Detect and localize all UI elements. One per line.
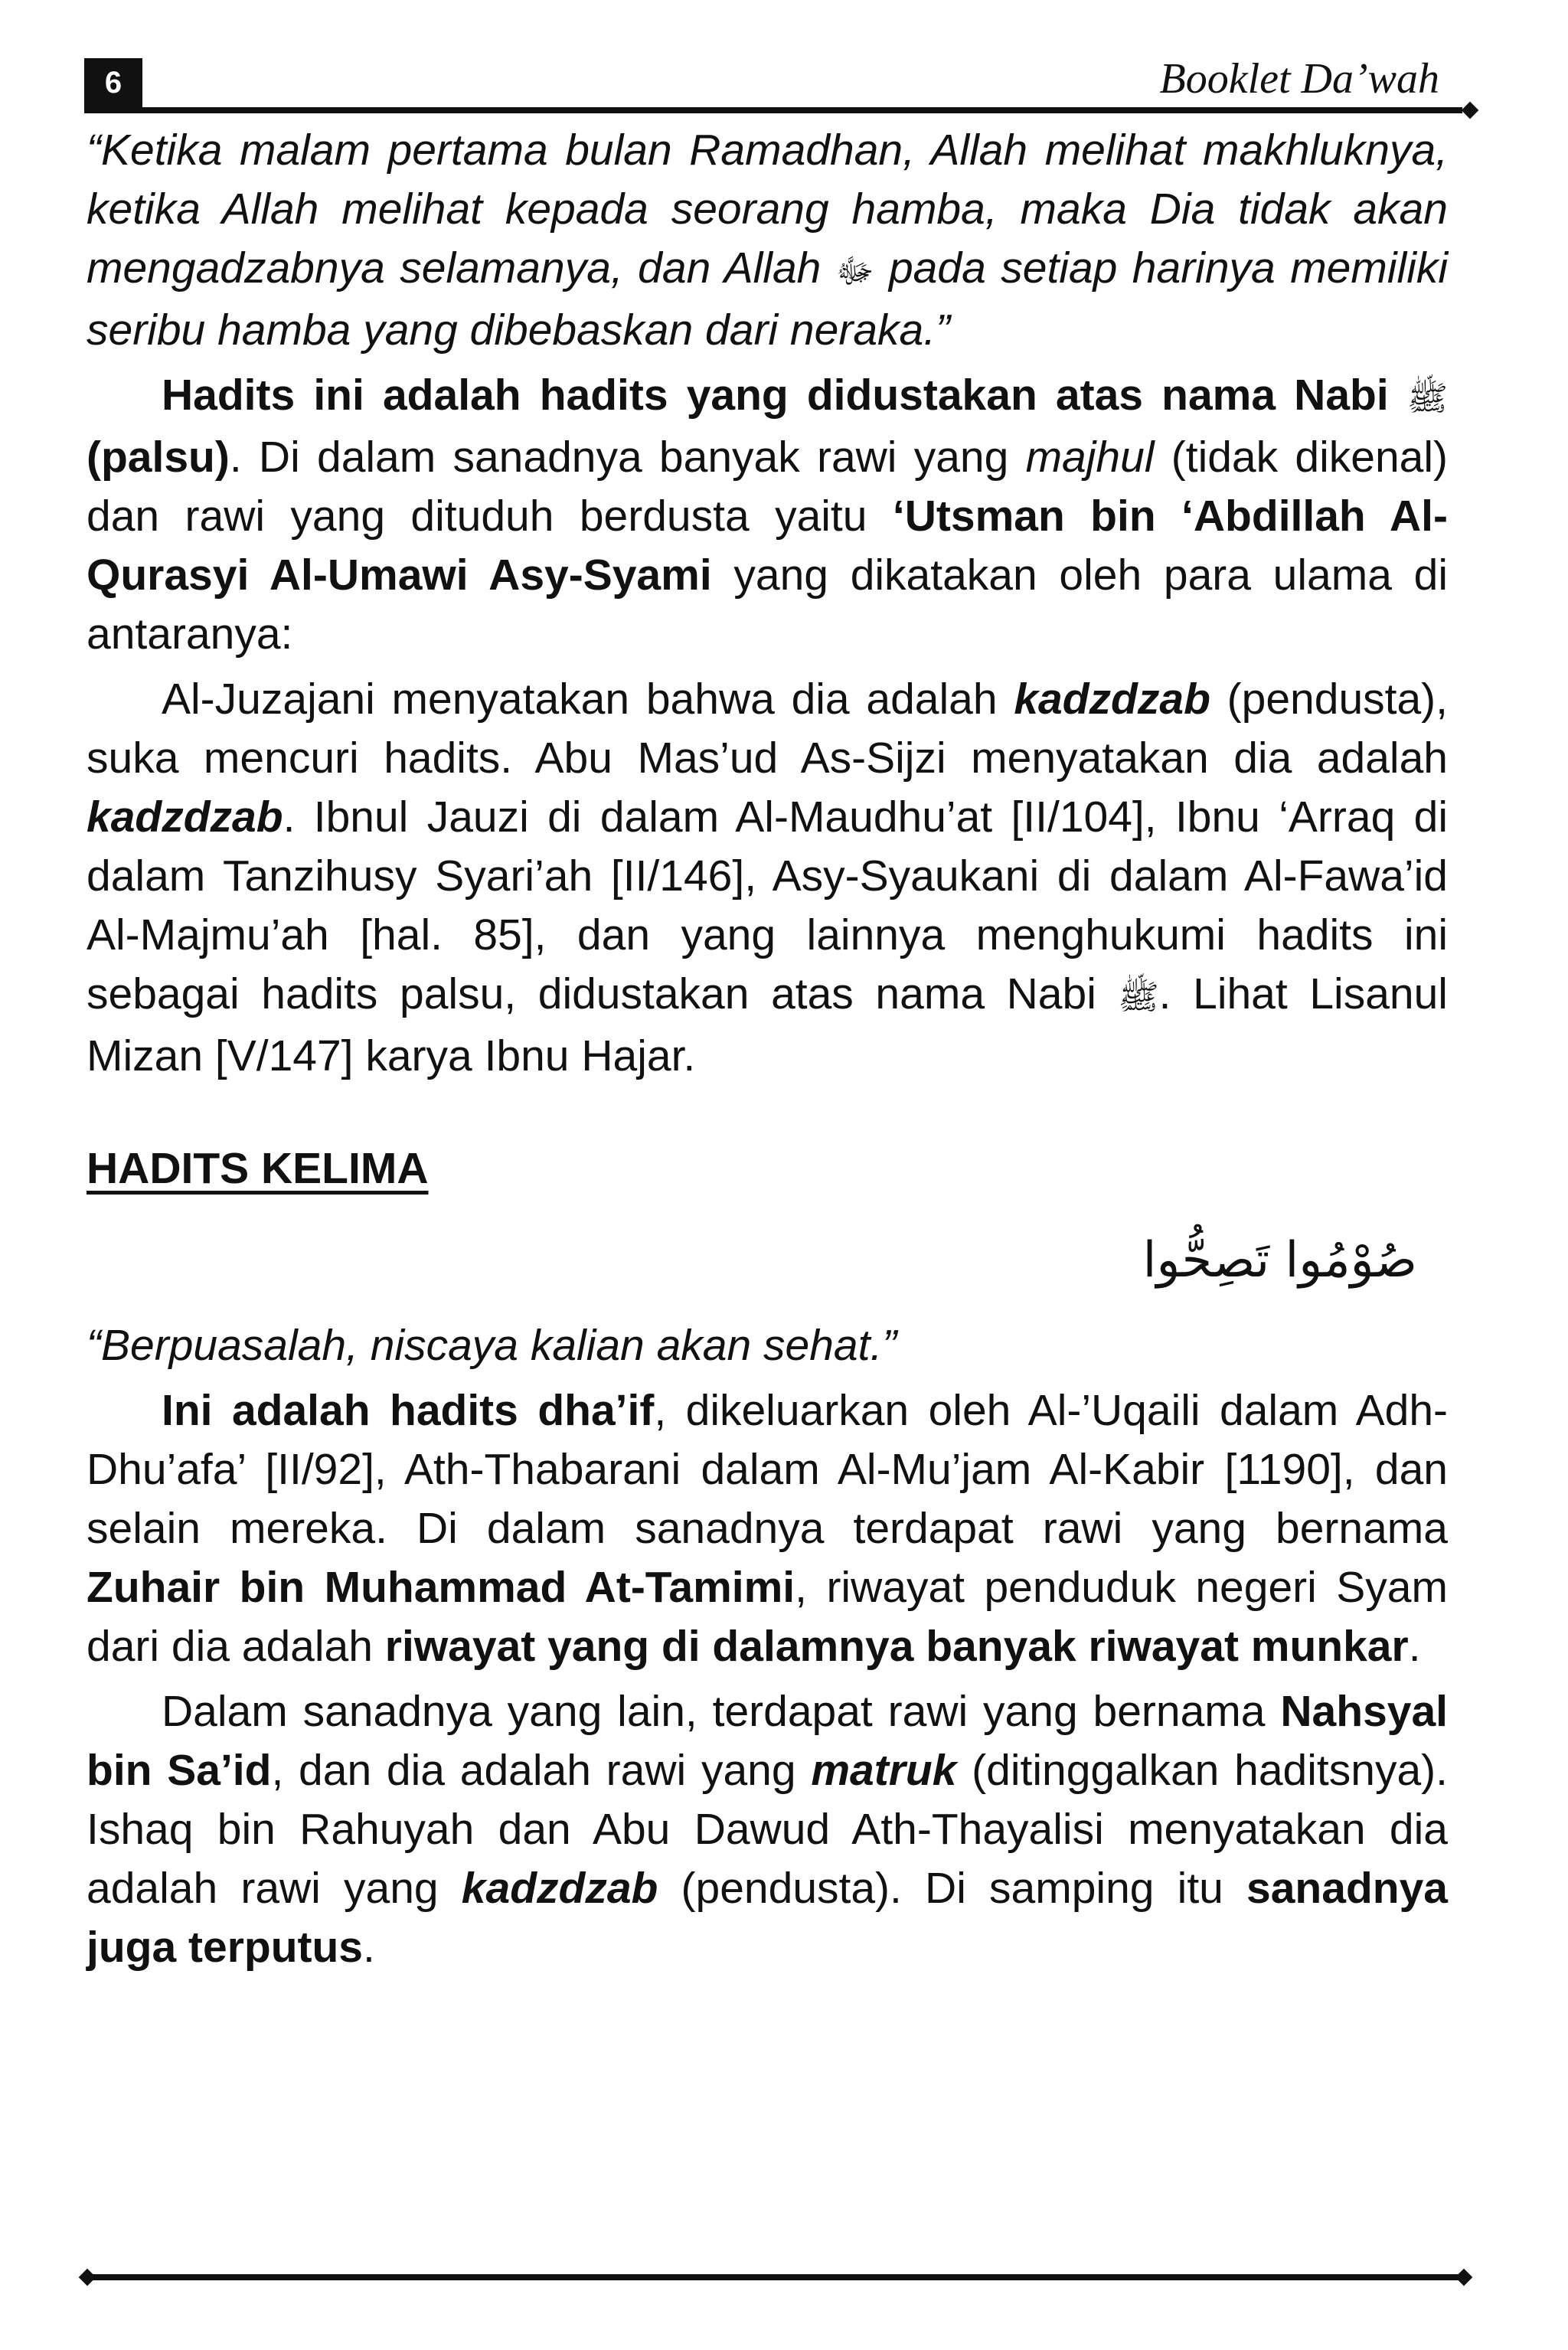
text-run: (pendusta). Di samping itu [681, 1864, 1223, 1913]
salawat-symbol: ﷺ [1118, 978, 1159, 1017]
term-majhul: majhul [1025, 433, 1155, 482]
header-rule [84, 107, 1462, 113]
text-run: . [1408, 1622, 1421, 1671]
text-run: , dan dia adalah rawi yang [271, 1746, 796, 1795]
text-run: (tidak dikenal) dan rawi yang dituduh berdusta yaitu [87, 433, 1448, 541]
ruling-bold: Ini adalah hadits dha’if [162, 1386, 655, 1435]
hadith-quote-text-end: pada setiap harinya memiliki seribu hamba yang dibebaskan dari neraka.” [87, 243, 1449, 355]
salawat-symbol: ﷺ [1406, 379, 1449, 418]
narrator-name: Zuhair bin Muhammad At-Tamimi [87, 1563, 795, 1612]
text-run: . Ibnul Jauzi di dalam Al-Maudhu’at [II/104], Ibnu ‘Arraq di dalam Tanzihusy Syari’ah [II/146], Asy-Syaukani di dalam Al-Fawa’id Al-Majmu’ah [hal. 85], dan yang lainnya menghukumi hadits ini sebagai hadits palsu, didustakan atas nama Nabi [87, 793, 1448, 1018]
dhaif-paragraph [87, 1381, 1448, 1676]
header-rule-diamond [1462, 102, 1479, 119]
footer-rule-diamond-right [1455, 2269, 1473, 2286]
narrator-name: ‘Utsman bin ‘Abdillah Al-Qurasyi Al-Umawi Asy-Syami [87, 492, 1448, 600]
hadith-quote-paragraph [87, 121, 1448, 360]
term-kadzdzab: kadzdzab [461, 1864, 658, 1913]
narrator-name: Nahsyal bin Sa’id [87, 1687, 1449, 1795]
term-kadzdzab: kadzdzab [1014, 675, 1210, 724]
term-matruk: matruk [811, 1746, 957, 1795]
text-run: . [363, 1923, 375, 1972]
text-run: yang dikatakan oleh para ulama di antaranya: [87, 551, 1448, 659]
page-number: 6 [84, 58, 142, 107]
footer-rule [92, 2274, 1462, 2280]
azza-wa-jalla-symbol: ﷻ [835, 252, 874, 291]
page-body [87, 121, 1448, 1977]
matruk-paragraph [87, 1682, 1448, 1977]
hadith-quote-text: “Ketika malam pertama bulan Ramadhan, Allah melihat makhluknya, ketika Allah melihat kepada seorang hamba, maka Dia tidak akan mengadzabnya selamanya, dan Allah [87, 126, 1448, 293]
ruling-bold-palsu: (palsu) [87, 433, 230, 482]
section-heading: HADITS KELIMA [87, 1144, 429, 1193]
term-kadzdzab: kadzdzab [87, 793, 283, 842]
hadith-translation: “Berpuasalah, niscaya kalian akan sehat.” [87, 1321, 897, 1370]
scholars-paragraph [87, 670, 1448, 1086]
ruling-bold: riwayat yang di dalamnya banyak riwayat munkar [384, 1622, 1409, 1671]
text-run: , dikeluarkan oleh Al-’Uqaili dalam Adh-Dhu’afa’ [II/92], Ath-Thabarani dalam Al-Mu’jam Al-Kabir [1190], dan selain mereka. Di dalam sanadnya terdapat rawi yang bernama [87, 1386, 1448, 1553]
text-run: , riwayat penduduk negeri Syam dari dia adalah [87, 1563, 1448, 1671]
running-title: Booklet Da’wah [1159, 55, 1439, 103]
text-run: (pendusta), suka mencuri hadits. Abu Mas’ud As-Sijzi menyatakan dia adalah [87, 675, 1448, 783]
text-run: . Lihat Lisanul Mizan [V/147] karya Ibnu Hajar. [87, 969, 1448, 1080]
ruling-paragraph [87, 366, 1448, 664]
text-run: Al-Juzajani menyatakan bahwa dia adalah [162, 675, 998, 724]
arabic-hadith-text: صُوْمُوا تَصِحُّوا [1142, 1232, 1417, 1289]
ruling-bold: Hadits ini adalah hadits yang didustakan atas nama Nabi [162, 371, 1389, 420]
ruling-bold: sanadnya juga terputus [87, 1864, 1448, 1972]
text-run: . Di dalam sanadnya banyak rawi yang [229, 433, 1009, 482]
text-run: Dalam sanadnya yang lain, terdapat rawi yang bernama [162, 1687, 1266, 1736]
text-run: (ditinggalkan haditsnya). Ishaq bin Rahuyah dan Abu Dawud Ath-Thayalisi menyatakan dia adalah rawi yang [87, 1746, 1448, 1913]
